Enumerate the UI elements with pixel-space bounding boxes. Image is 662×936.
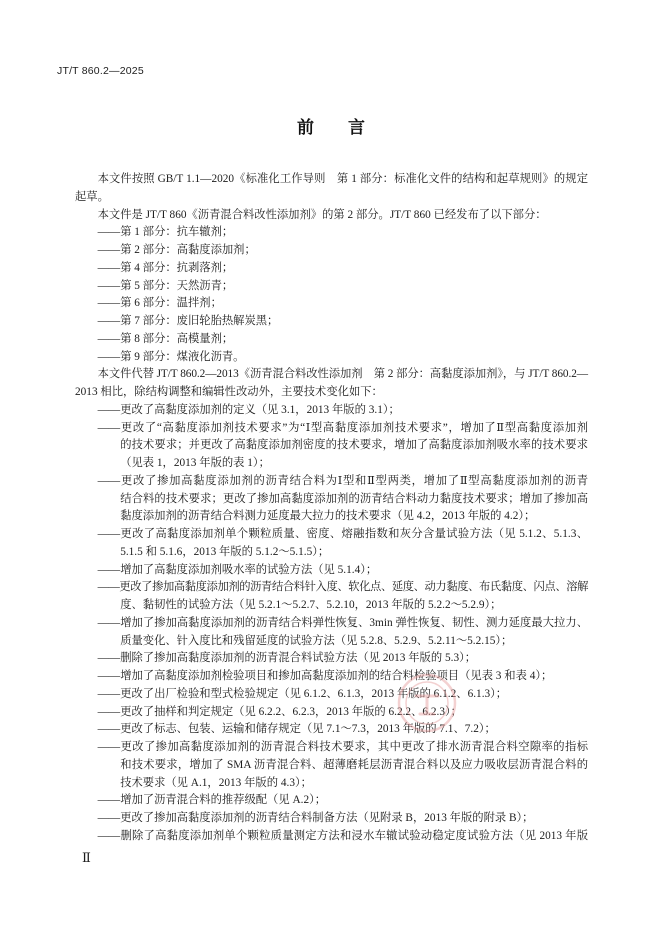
text-line: 起草。 <box>75 190 109 203</box>
text-line: 本文件代替 JT/T 860.2—2013《沥青混合料改性添加剂 第 2 部分：高黏度添加剂》，与 JT/T 860.2— <box>97 368 588 381</box>
text-line: ——第 6 部分：温拌剂； <box>97 297 222 310</box>
text-line: ——第 4 部分：抗剥落剂； <box>97 261 234 274</box>
drafting-rule-paragraph <box>75 171 588 207</box>
change-list-item <box>75 686 588 704</box>
part-list-item <box>75 278 588 296</box>
part-list-item <box>75 295 588 313</box>
foreword-body <box>75 171 588 846</box>
text-line: ——更改了掺加高黏度添加剂的沥青结合料为Ⅰ型和Ⅱ型两类，增加了Ⅱ型高黏度添加剂的沥青 <box>97 474 588 487</box>
change-list-item <box>75 473 588 526</box>
text-line: ——更改了抽样和判定规定（见 6.2.2、6.2.3，2013 年版的 6.2.2、6.2.3）； <box>97 705 462 718</box>
text-line: ——第 5 部分：天然沥青； <box>97 279 234 292</box>
text-line: ——增加了高黏度添加剂检验项目和掺加高黏度添加剂的结合料检验项目（见表 3 和表 4）； <box>97 670 553 682</box>
page-number: Ⅱ <box>82 850 91 865</box>
text-line: ——第 2 部分：高黏度添加剂； <box>97 244 256 256</box>
text-line: ——删除了掺加高黏度添加剂的沥青混合料试验方法（见 2013 年版的 5.3）； <box>97 652 477 665</box>
change-list-item <box>75 420 588 473</box>
technical-changes-list <box>75 402 588 846</box>
part-list-item <box>75 331 588 349</box>
text-line: ——更改了掺加高黏度添加剂的沥青混合料技术要求，其中更改了排水沥青混合料空隙率的指标 <box>97 741 588 753</box>
standard-code-header: JT/T 860.2—2025 <box>57 65 144 77</box>
change-list-item <box>75 739 588 792</box>
text-line: ——增加了掺加高黏度添加剂的沥青结合料弹性恢复、3min 弹性恢复、韧性、测力延度最大拉力、 <box>97 616 588 629</box>
text-line: 5.1.5 和 5.1.6，2013 年版的 5.1.2～5.1.5）； <box>120 545 330 558</box>
text-line: ——更改了出厂检验和型式检验规定（见 6.1.2、6.1.3，2013 年版的 6.1.2、6.1.3）； <box>97 687 508 700</box>
published-parts-list <box>75 224 588 366</box>
part-list-item <box>75 224 588 242</box>
part-list-item <box>75 260 588 278</box>
text-line: 本文件按照 GB/T 1.1—2020《标准化工作导则 第 1 部分：标准化文件的结构和起草规则》的规定 <box>97 173 588 185</box>
text-line: 黏度添加剂的沥青结合料测力延度最大拉力的技术要求（见 4.2，2013 年版的 4.2）； <box>120 510 536 523</box>
section-title: 前 言 <box>297 118 365 138</box>
text-line: ——第 8 部分：高模量剂； <box>97 332 234 345</box>
change-list-item <box>75 828 588 846</box>
text-line: ——第 9 部分：煤液化沥青。 <box>97 350 245 363</box>
text-line: 2013 相比，除结构调整和编辑性改动外，主要技术变化如下： <box>75 386 383 398</box>
text-line: 本文件是 JT/T 860《沥青混合料改性添加剂》的第 2 部分。JT/T 860 已经发布了以下部分： <box>97 208 547 221</box>
part-list-item <box>75 242 588 260</box>
text-line: ——增加了沥青混合料的推荐级配（见 A.2）； <box>97 794 327 807</box>
text-line: 和技术要求，增加了 SMA 沥青混合料、超薄磨耗层沥青混合料以及应力吸收层沥青混合料的 <box>120 758 588 771</box>
change-list-item <box>75 721 588 739</box>
change-list-item <box>75 704 588 722</box>
change-list-item <box>75 562 588 580</box>
change-list-item <box>75 792 588 810</box>
series-intro-paragraph <box>75 207 588 225</box>
part-list-item <box>75 313 588 331</box>
change-list-item <box>75 402 588 420</box>
text-line: 结合料的技术要求；更改了掺加高黏度添加剂的沥青结合料动力黏度技术要求；增加了掺加高 <box>120 492 588 505</box>
part-list-item <box>75 349 588 367</box>
text-line: ——更改了高黏度添加剂单个颗粒质量、密度、熔融指数和灰分含量试验方法（见 5.1.2、5.1.3、 <box>97 528 588 540</box>
text-line: ——增加了高黏度添加剂吸水率的试验方法（见 5.1.4）； <box>97 563 378 576</box>
text-line: 技术要求（见 A.1，2013 年版的 4.3）； <box>120 776 312 789</box>
text-line: 质量变化、针入度比和残留延度的试验方法（见 5.2.8、5.2.9、5.2.11～5.2.15）； <box>120 634 513 647</box>
text-line: ——更改了“高黏度添加剂技术要求”为“Ⅰ型高黏度添加剂技术要求”，增加了Ⅱ型高黏度添加剂 <box>97 421 588 434</box>
text-line: 度、黏韧性的试验方法（见 5.2.1～5.2.7、5.2.10，2013 年版的 5.2.2～5.2.9）； <box>120 599 502 611</box>
change-list-item <box>75 615 588 651</box>
text-line: ——更改了掺加高黏度添加剂的沥青结合料针入度、软化点、延度、动力黏度、布氏黏度、闪点、溶解 <box>97 581 588 594</box>
change-list-item <box>75 810 588 828</box>
change-list-item <box>75 579 588 615</box>
change-list-item <box>75 668 588 686</box>
text-line: ——更改了掺加高黏度添加剂的沥青结合料制备方法（见附录 B，2013 年版的附录 B）； <box>97 812 534 824</box>
text-line: ——第 1 部分：抗车辙剂； <box>97 226 234 239</box>
text-line: 的技术要求；并更改了高黏度添加剂密度的技术要求，增加了高黏度添加剂吸水率的技术要求 <box>120 439 588 452</box>
supersedes-paragraph <box>75 366 588 402</box>
text-line: ——删除了高黏度添加剂单个颗粒质量测定方法和浸水车辙试验动稳定度试验方法（见 2013 年版 <box>97 829 588 842</box>
change-list-item <box>75 526 588 562</box>
text-line: ——第 7 部分：废旧轮胎热解炭黑； <box>97 315 279 327</box>
text-line: ——更改了标志、包装、运输和储存规定（见 7.1～7.3，2013 年版的 7.1、7.2）； <box>97 723 496 736</box>
text-line: （见表 1，2013 年版的表 1）； <box>120 457 270 469</box>
change-list-item <box>75 650 588 668</box>
text-line: ——更改了高黏度添加剂的定义（见 3.1，2013 年版的 3.1）； <box>97 403 400 416</box>
